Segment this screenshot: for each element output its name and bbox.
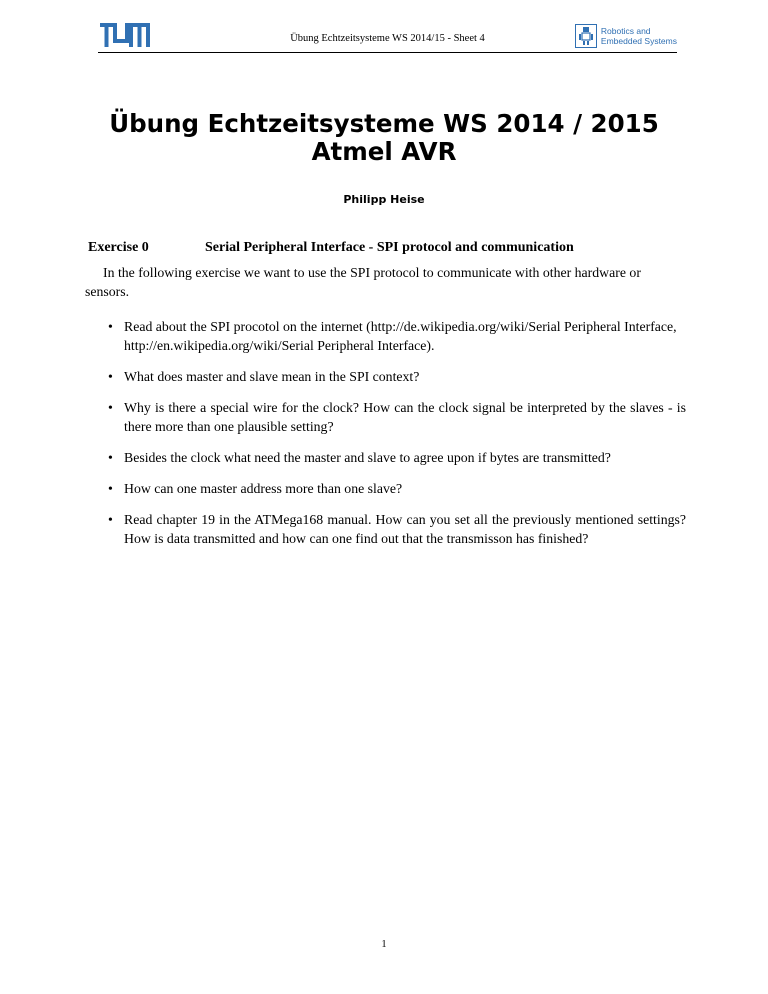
robotics-logo — [575, 22, 677, 50]
robotics-logo-line1: Robotics and — [600, 26, 651, 36]
author: Philipp Heise — [343, 193, 425, 206]
bullet-icon: • — [108, 319, 113, 334]
exercise-number: Exercise 0 — [88, 240, 149, 255]
bullet-icon: • — [108, 450, 113, 465]
bullet-icon: • — [108, 481, 113, 496]
page-header — [98, 22, 677, 52]
bullet-icon: • — [108, 512, 113, 527]
running-header-title: Übung Echtzeitsysteme WS 2014/15 - Sheet 4 — [290, 33, 485, 44]
wiki-link-de[interactable]: http://de.wikipedia.org/wiki/Serial Peripheral Interface, — [370, 319, 677, 334]
robotics-logo-line2: Embedded Systems — [600, 36, 677, 46]
list-item — [106, 479, 686, 498]
item-text-end: ). — [426, 338, 435, 353]
exercise-title: Serial Peripheral Interface - SPI protocol and communication — [205, 240, 574, 255]
page-number: 1 — [381, 939, 387, 950]
header-divider — [98, 52, 677, 53]
list-item — [106, 317, 686, 355]
title-line-2: Atmel AVR — [311, 137, 457, 166]
exercise-heading — [88, 240, 574, 256]
list-item — [106, 448, 686, 467]
robot-icon — [575, 24, 597, 48]
list-item — [106, 367, 686, 386]
item-text: Why is there a special wire for the clock? How can the clock signal be interpreted by the slaves - is there more than one plausible setting? — [124, 400, 686, 434]
intro-paragraph: In the following exercise we want to use the SPI protocol to communicate with other hardware or sensors. — [85, 265, 641, 299]
list-item — [106, 398, 686, 436]
item-text: How can one master address more than one slave? — [124, 481, 403, 496]
bullet-icon: • — [108, 369, 113, 384]
exercise-intro — [85, 263, 685, 301]
bullet-icon: • — [108, 400, 113, 415]
title-line-1: Übung Echtzeitsysteme WS 2014 / 2015 — [109, 109, 659, 138]
list-item — [106, 510, 686, 548]
wiki-link-en[interactable]: http://en.wikipedia.org/wiki/Serial Peripheral Interface — [124, 338, 427, 353]
task-list — [106, 317, 686, 560]
item-text: What does master and slave mean in the SPI context? — [124, 369, 420, 384]
item-text: Read chapter 19 in the ATMega168 manual. How can you set all the previously mentioned settings? How is data transmitted and how can one find out that the transmisson has finished? — [124, 512, 686, 546]
item-text: Read about the SPI procotol on the internet ( — [124, 319, 371, 334]
item-text: Besides the clock what need the master and slave to agree upon if bytes are transmitted? — [124, 450, 611, 465]
document-title — [0, 110, 768, 166]
